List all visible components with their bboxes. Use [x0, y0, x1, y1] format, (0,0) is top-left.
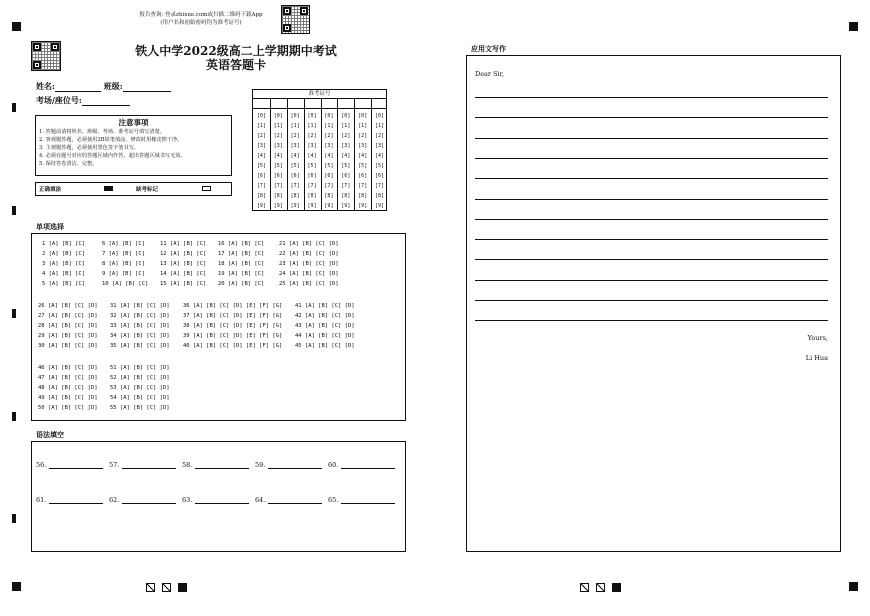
- exam-id-bubble[interactable]: [9]: [358, 203, 368, 209]
- exam-id-bubble[interactable]: [6]: [375, 173, 385, 179]
- exam-id-bubble[interactable]: [6]: [341, 173, 351, 179]
- exam-id-bubble[interactable]: [9]: [375, 203, 385, 209]
- exam-id-bubble[interactable]: [9]: [307, 203, 317, 209]
- choice-question[interactable]: 1 [A] [B] [C]: [42, 241, 86, 247]
- blank-answer[interactable]: [182, 461, 255, 469]
- blank-answer[interactable]: [255, 461, 328, 469]
- blank-number: 64.: [255, 496, 266, 504]
- exam-id-bubble[interactable]: [7]: [341, 183, 351, 189]
- blank-number: 56.: [36, 461, 47, 469]
- exam-id-bubble[interactable]: [8]: [307, 193, 317, 199]
- exam-id-bubble[interactable]: [3]: [324, 143, 334, 149]
- class-blank[interactable]: [123, 83, 171, 92]
- timing-mark: [12, 309, 16, 318]
- closing: Yours,: [807, 334, 828, 342]
- exam-id-bubble[interactable]: [2]: [273, 133, 283, 139]
- exam-id-bubble[interactable]: [4]: [375, 153, 385, 159]
- room-seat-label: 考场/座位号:: [36, 95, 82, 105]
- writing-line[interactable]: [475, 259, 828, 260]
- exam-id-bubble[interactable]: [5]: [290, 163, 300, 169]
- notice-item: 5. 保持答卷清洁、完整。: [39, 161, 98, 167]
- exam-id-bubble[interactable]: [3]: [375, 143, 385, 149]
- choice-question[interactable]: 20 [A] [B] [C]: [218, 281, 265, 287]
- writing-box[interactable]: [466, 55, 841, 552]
- writing-line[interactable]: [475, 138, 828, 139]
- notice-item: 4. 必须在题号对应的答题区域内作答，超出答题区域书写无效。: [39, 153, 186, 159]
- exam-id-bubble[interactable]: [6]: [324, 173, 334, 179]
- exam-id-bubble[interactable]: [1]: [324, 123, 334, 129]
- exam-id-bubble[interactable]: [2]: [324, 133, 334, 139]
- notice-item: 1. 答题前请将姓名、班级、考场、准考证号填写清楚。: [39, 129, 165, 135]
- exam-id-bubble[interactable]: [5]: [307, 163, 317, 169]
- writing-line[interactable]: [475, 320, 828, 321]
- name-field[interactable]: [36, 81, 171, 92]
- choice-question[interactable]: 22 [A] [B] [C] [D]: [279, 251, 339, 257]
- choice-question[interactable]: 14 [A] [B] [C]: [160, 271, 207, 277]
- choice-question[interactable]: 21 [A] [B] [C] [D]: [279, 241, 339, 247]
- exam-id-bubble[interactable]: [0]: [290, 113, 300, 119]
- exam-id-bubble[interactable]: [6]: [256, 173, 266, 179]
- blank-answer[interactable]: [182, 496, 255, 504]
- exam-id-bubble[interactable]: [2]: [358, 133, 368, 139]
- blank-number: 63.: [182, 496, 193, 504]
- choice-question[interactable]: 42 [A] [B] [C] [D]: [295, 313, 355, 319]
- exam-id-bubble[interactable]: [3]: [256, 143, 266, 149]
- page-mark: [580, 583, 589, 592]
- exam-id-bubble[interactable]: [6]: [307, 173, 317, 179]
- choice-question[interactable]: 53 [A] [B] [C] [D]: [110, 385, 170, 391]
- exam-id-bubble[interactable]: [8]: [341, 193, 351, 199]
- blank-line[interactable]: [268, 497, 322, 504]
- registration-mark: [849, 582, 858, 591]
- choice-question[interactable]: 5 [A] [B] [C]: [42, 281, 86, 287]
- exam-id-bubble[interactable]: [7]: [375, 183, 385, 189]
- choice-question[interactable]: 37 [A] [B] [C] [D] [E] [F] [G]: [183, 313, 283, 319]
- exam-id-bubble[interactable]: [2]: [341, 133, 351, 139]
- exam-id-bubble[interactable]: [5]: [375, 163, 385, 169]
- correct-fill-label: 正确填涂: [39, 187, 62, 193]
- choice-question[interactable]: 2 [A] [B] [C]: [42, 251, 86, 257]
- exam-id-bubble[interactable]: [3]: [273, 143, 283, 149]
- choice-question[interactable]: 54 [A] [B] [C] [D]: [110, 395, 170, 401]
- fill-legend-box: [35, 182, 232, 196]
- choice-question[interactable]: 28 [A] [B] [C] [D]: [38, 323, 98, 329]
- blank-answer[interactable]: [109, 496, 182, 504]
- exam-id-bubble[interactable]: [8]: [358, 193, 368, 199]
- exam-id-grid: [252, 89, 387, 211]
- exam-id-bubble[interactable]: [9]: [341, 203, 351, 209]
- blank-answer[interactable]: [328, 496, 401, 504]
- exam-id-bubble[interactable]: [0]: [358, 113, 368, 119]
- exam-id-bubble[interactable]: [9]: [273, 203, 283, 209]
- exam-id-bubble[interactable]: [5]: [341, 163, 351, 169]
- choice-question[interactable]: 4 [A] [B] [C]: [42, 271, 86, 277]
- page-mark: [596, 583, 605, 592]
- page-mark: [612, 583, 621, 592]
- page-mark: [146, 583, 155, 592]
- choice-question[interactable]: 55 [A] [B] [C] [D]: [110, 405, 170, 411]
- timing-mark: [12, 206, 16, 215]
- room-seat-field[interactable]: [36, 95, 130, 106]
- blank-answer[interactable]: [255, 496, 328, 504]
- blank-line[interactable]: [49, 497, 103, 504]
- exam-id-bubble[interactable]: [9]: [256, 203, 266, 209]
- blank-line[interactable]: [341, 462, 395, 469]
- choice-question[interactable]: 40 [A] [B] [C] [D] [E] [F] [G]: [183, 343, 283, 349]
- blank-number: 60.: [328, 461, 339, 469]
- choice-question[interactable]: 44 [A] [B] [C] [D]: [295, 333, 355, 339]
- choice-question[interactable]: 18 [A] [B] [C]: [218, 261, 265, 267]
- choice-question[interactable]: 11 [A] [B] [C]: [160, 241, 207, 247]
- choice-question[interactable]: 9 [A] [B] [C]: [102, 271, 146, 277]
- exam-id-bubble[interactable]: [6]: [290, 173, 300, 179]
- exam-id-bubble[interactable]: [7]: [256, 183, 266, 189]
- qr-code-icon: [31, 41, 61, 71]
- registration-mark: [12, 582, 21, 591]
- choice-question[interactable]: 15 [A] [B] [C]: [160, 281, 207, 287]
- exam-id-bubble[interactable]: [8]: [375, 193, 385, 199]
- timing-mark: [12, 412, 16, 421]
- choice-question[interactable]: 30 [A] [B] [C] [D]: [38, 343, 98, 349]
- exam-id-bubble[interactable]: [1]: [358, 123, 368, 129]
- exam-id-bubble[interactable]: [1]: [290, 123, 300, 129]
- choice-question[interactable]: 38 [A] [B] [C] [D] [E] [F] [G]: [183, 323, 283, 329]
- signature: Li Hua: [805, 354, 828, 362]
- exam-id-bubble[interactable]: [5]: [358, 163, 368, 169]
- writing-line[interactable]: [475, 178, 828, 179]
- choice-question[interactable]: 46 [A] [B] [C] [D]: [38, 365, 98, 371]
- exam-id-bubble[interactable]: [9]: [290, 203, 300, 209]
- exam-id-bubble[interactable]: [1]: [341, 123, 351, 129]
- choice-question[interactable]: 25 [A] [B] [C] [D]: [279, 281, 339, 287]
- choice-question[interactable]: 31 [A] [B] [C] [D]: [110, 303, 170, 309]
- exam-id-bubble[interactable]: [7]: [324, 183, 334, 189]
- exam-id-bubble[interactable]: [4]: [358, 153, 368, 159]
- choice-question[interactable]: 10 [A] [B] [C]: [102, 281, 149, 287]
- choice-question[interactable]: 16 [A] [B] [C]: [218, 241, 265, 247]
- exam-id-bubble[interactable]: [8]: [273, 193, 283, 199]
- sheet-title: 英语答题卡: [205, 58, 266, 72]
- choice-question[interactable]: 43 [A] [B] [C] [D]: [295, 323, 355, 329]
- exam-id-bubble[interactable]: [1]: [256, 123, 266, 129]
- exam-id-bubble[interactable]: [4]: [290, 153, 300, 159]
- choice-question[interactable]: 35 [A] [B] [C] [D]: [110, 343, 170, 349]
- choice-question[interactable]: 8 [A] [B] [C]: [102, 261, 146, 267]
- choice-question[interactable]: 45 [A] [B] [C] [D]: [295, 343, 355, 349]
- exam-id-bubble[interactable]: [6]: [358, 173, 368, 179]
- choice-question[interactable]: 33 [A] [B] [C] [D]: [110, 323, 170, 329]
- exam-id-bubble[interactable]: [2]: [375, 133, 385, 139]
- blank-line[interactable]: [195, 497, 249, 504]
- blank-number: 62.: [109, 496, 120, 504]
- exam-id-bubble[interactable]: [5]: [324, 163, 334, 169]
- blank-line[interactable]: [341, 497, 395, 504]
- single-choice-box: [31, 233, 406, 421]
- registration-mark: [12, 22, 21, 31]
- exam-id-bubble[interactable]: [3]: [358, 143, 368, 149]
- exam-id-bubble[interactable]: [5]: [273, 163, 283, 169]
- page-mark: [162, 583, 171, 592]
- choice-question[interactable]: 41 [A] [B] [C] [D]: [295, 303, 355, 309]
- grammar-fill-box: [31, 441, 406, 552]
- exam-id-bubble[interactable]: [1]: [375, 123, 385, 129]
- class-label: 班级:: [103, 81, 123, 91]
- writing-line[interactable]: [475, 158, 828, 159]
- exam-id-bubble[interactable]: [4]: [307, 153, 317, 159]
- choice-question[interactable]: 47 [A] [B] [C] [D]: [38, 375, 98, 381]
- report-query-line: 报告查询: 登录zhixue.com或扫描二维码下载App: [139, 12, 263, 18]
- page-mark: [178, 583, 187, 592]
- choice-question[interactable]: 27 [A] [B] [C] [D]: [38, 313, 98, 319]
- choice-question[interactable]: 50 [A] [B] [C] [D]: [38, 405, 98, 411]
- exam-id-bubble[interactable]: [0]: [375, 113, 385, 119]
- exam-id-bubble[interactable]: [5]: [256, 163, 266, 169]
- choice-question[interactable]: 7 [A] [B] [C]: [102, 251, 146, 257]
- exam-id-bubble[interactable]: [7]: [307, 183, 317, 189]
- exam-id-bubble[interactable]: [0]: [324, 113, 334, 119]
- exam-id-title: 准考证号: [253, 90, 386, 99]
- writing-line[interactable]: [475, 117, 828, 118]
- blank-line[interactable]: [268, 462, 322, 469]
- exam-id-bubble[interactable]: [9]: [324, 203, 334, 209]
- single-choice-title: 单项选择: [36, 222, 64, 231]
- exam-id-bubble[interactable]: [4]: [256, 153, 266, 159]
- blank-number: 58.: [182, 461, 193, 469]
- absent-mark-checkbox[interactable]: [202, 186, 211, 191]
- exam-id-bubble[interactable]: [7]: [358, 183, 368, 189]
- choice-question[interactable]: 26 [A] [B] [C] [D]: [38, 303, 98, 309]
- exam-id-bubble[interactable]: [8]: [290, 193, 300, 199]
- exam-id-bubble[interactable]: [6]: [273, 173, 283, 179]
- blank-number: 61.: [36, 496, 47, 504]
- exam-id-bubble[interactable]: [8]: [324, 193, 334, 199]
- notice-item: 2. 客观题答题，必须使用2B铅笔填涂，修改时用橡皮擦干净。: [39, 137, 183, 143]
- blank-line[interactable]: [49, 462, 103, 469]
- writing-title: 应用文写作: [471, 44, 506, 53]
- writing-line[interactable]: [475, 239, 828, 240]
- exam-id-bubble[interactable]: [0]: [307, 113, 317, 119]
- writing-line[interactable]: [475, 97, 828, 98]
- exam-id-bubble[interactable]: [1]: [273, 123, 283, 129]
- exam-id-bubble[interactable]: [4]: [273, 153, 283, 159]
- writing-line[interactable]: [475, 219, 828, 220]
- exam-id-bubble[interactable]: [8]: [256, 193, 266, 199]
- exam-id-bubble[interactable]: [2]: [256, 133, 266, 139]
- choice-question[interactable]: 6 [A] [B] [C]: [102, 241, 146, 247]
- choice-question[interactable]: 32 [A] [B] [C] [D]: [110, 313, 170, 319]
- registration-mark: [849, 22, 858, 31]
- blank-number: 65.: [328, 496, 339, 504]
- blank-answer[interactable]: [109, 461, 182, 469]
- exam-id-bubble[interactable]: [3]: [290, 143, 300, 149]
- grammar-fill-title: 语法填空: [36, 430, 64, 439]
- exam-id-bubble[interactable]: [7]: [290, 183, 300, 189]
- choice-question[interactable]: 39 [A] [B] [C] [D] [E] [F] [G]: [183, 333, 283, 339]
- blank-answer[interactable]: [36, 496, 109, 504]
- choice-question[interactable]: 52 [A] [B] [C] [D]: [110, 375, 170, 381]
- name-label: 姓名:: [36, 81, 55, 91]
- exam-id-bubble[interactable]: [2]: [290, 133, 300, 139]
- choice-question[interactable]: 17 [A] [B] [C]: [218, 251, 265, 257]
- blank-number: 57.: [109, 461, 120, 469]
- choice-question[interactable]: 36 [A] [B] [C] [D] [E] [F] [G]: [183, 303, 283, 309]
- choice-question[interactable]: 19 [A] [B] [C]: [218, 271, 265, 277]
- exam-id-bubble[interactable]: [4]: [324, 153, 334, 159]
- notice-box: [35, 115, 232, 176]
- blank-line[interactable]: [195, 462, 249, 469]
- choice-question[interactable]: 51 [A] [B] [C] [D]: [110, 365, 170, 371]
- blank-line[interactable]: [122, 462, 176, 469]
- exam-title: 铁人中学2022级高二上学期期中考试: [135, 44, 337, 58]
- room-seat-blank[interactable]: [82, 97, 130, 106]
- choice-question[interactable]: 23 [A] [B] [C] [D]: [279, 261, 339, 267]
- name-blank[interactable]: [55, 83, 101, 92]
- correct-fill-sample: [104, 186, 113, 191]
- exam-id-bubble[interactable]: [1]: [307, 123, 317, 129]
- writing-line[interactable]: [475, 300, 828, 301]
- choice-question[interactable]: 29 [A] [B] [C] [D]: [38, 333, 98, 339]
- salutation: Dear Sir,: [475, 70, 505, 78]
- timing-mark: [12, 514, 16, 523]
- choice-question[interactable]: 48 [A] [B] [C] [D]: [38, 385, 98, 391]
- exam-id-bubble[interactable]: [4]: [341, 153, 351, 159]
- writing-line[interactable]: [475, 199, 828, 200]
- exam-id-bubble[interactable]: [3]: [307, 143, 317, 149]
- exam-id-bubble[interactable]: [7]: [273, 183, 283, 189]
- writing-line[interactable]: [475, 280, 828, 281]
- choice-question[interactable]: 12 [A] [B] [C]: [160, 251, 207, 257]
- blank-number: 59.: [255, 461, 266, 469]
- login-hint-line: (用户名和初始密码均为准考证号): [160, 20, 242, 26]
- choice-question[interactable]: 24 [A] [B] [C] [D]: [279, 271, 339, 277]
- choice-question[interactable]: 34 [A] [B] [C] [D]: [110, 333, 170, 339]
- choice-question[interactable]: 13 [A] [B] [C]: [160, 261, 207, 267]
- exam-id-bubble[interactable]: [0]: [273, 113, 283, 119]
- blank-answer[interactable]: [36, 461, 109, 469]
- notice-list: [36, 128, 231, 168]
- exam-id-bubble[interactable]: [3]: [341, 143, 351, 149]
- blank-line[interactable]: [122, 497, 176, 504]
- exam-id-bubble[interactable]: [0]: [341, 113, 351, 119]
- choice-question[interactable]: 49 [A] [B] [C] [D]: [38, 395, 98, 401]
- choice-question[interactable]: 3 [A] [B] [C]: [42, 261, 86, 267]
- absent-mark-label: 缺考标记: [136, 187, 159, 193]
- notice-title: 注意事项: [118, 118, 149, 127]
- exam-id-bubble[interactable]: [2]: [307, 133, 317, 139]
- blank-answer[interactable]: [328, 461, 401, 469]
- timing-mark: [12, 103, 16, 112]
- exam-id-bubble[interactable]: [0]: [256, 113, 266, 119]
- notice-item: 3. 主观题答题，必须使用黑色签字笔书写。: [39, 145, 139, 151]
- qr-code-icon: [281, 5, 310, 34]
